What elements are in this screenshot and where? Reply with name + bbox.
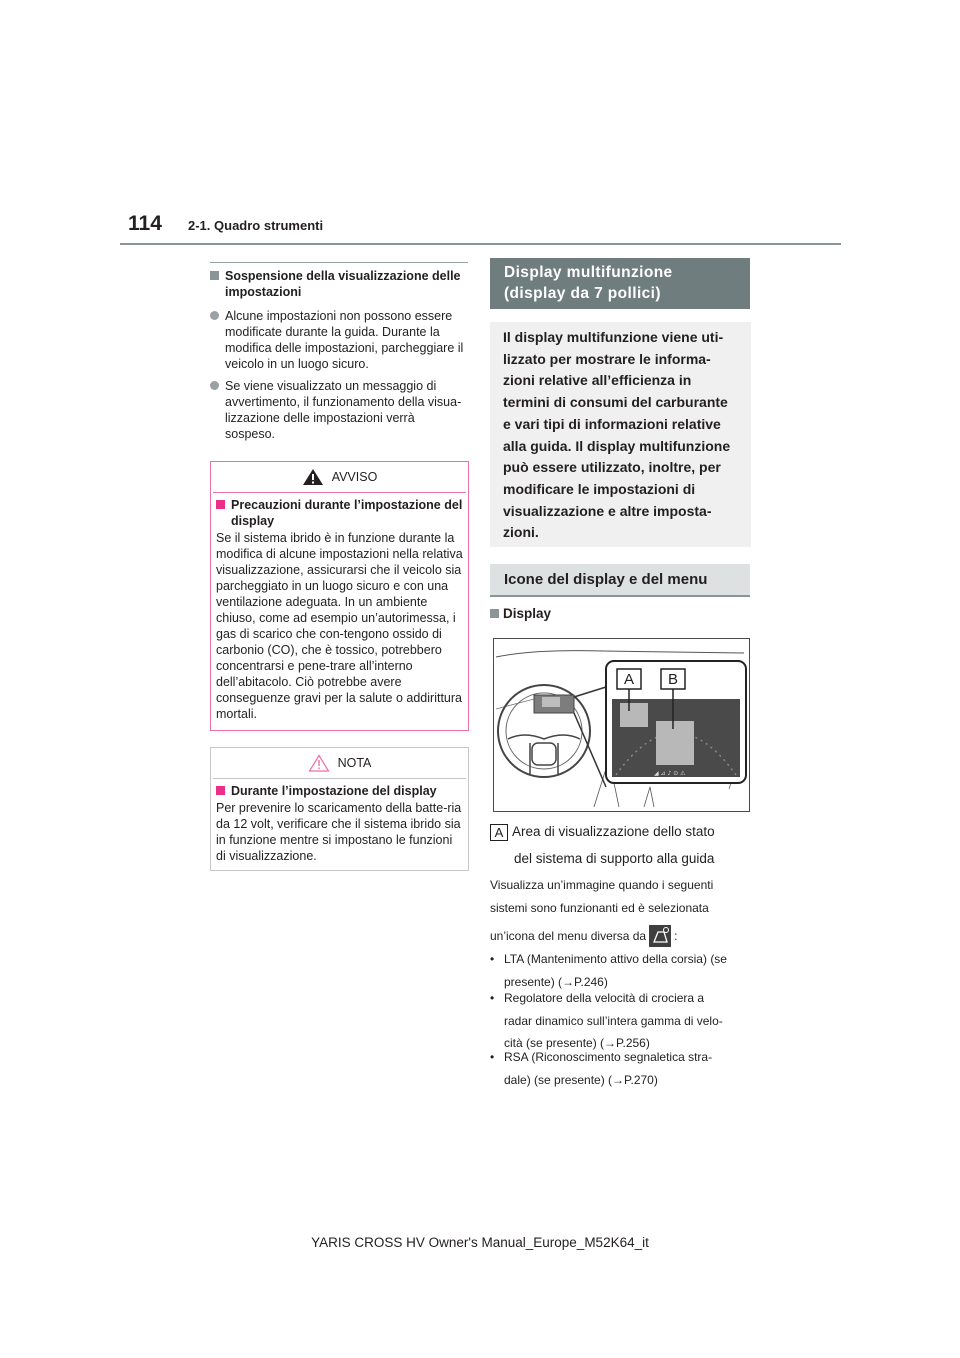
left-bullet-2: Se viene visualizzato un messaggio di avvertimento, il funzionamento della visua-lizzazione delle impostazioni verrà sospeso. [210, 378, 468, 442]
warning-text: Se il sistema ibrido è in funzione durante la modifica di alcune impostazioni nella relativa visualizzazione, assicurarsi che il veicolo sia parcheggiato in un luogo sicuro e con una ventilazione adeguata. In un ambiente chiuso, come ad esempio un’autorimessa, i gas di scarico che con-tengono ossido di carbonio (CO), che è tossico, potrebbero concentrarsi e pene-trare all’interno dell’abitacolo. Ciò potrebbe avere conseguenze gravi per la salute o addirittura mortali. [216, 531, 463, 721]
caution-triangle-icon [308, 754, 330, 772]
section-title-display: Display multifunzione (display da 7 pollici) [490, 258, 750, 309]
desc-line-1: Visualizza un’immagine quando i seguenti [490, 878, 714, 892]
svg-text:◢ ⊿ ♪ ⊙ ⚠: ◢ ⊿ ♪ ⊙ ⚠ [654, 770, 686, 777]
area-a-title: A Area di visualizzazione dello stato [490, 822, 752, 842]
dashboard-illustration [493, 638, 750, 812]
area-a-title-2: del sistema di supporto alla guida [514, 851, 715, 866]
display-subheading: Display [490, 606, 752, 621]
dashboard-drawing [494, 639, 749, 811]
list-item: • Regolatore della velocità di crociera a radar dinamico sull’intera gamma di velo- cità (se presente) (→P.256) [490, 991, 723, 1050]
circle-bullet-icon [210, 311, 219, 320]
section-title-icons: Icone del display e del menu [490, 564, 750, 597]
note-header [211, 748, 468, 778]
desc-line-2: sistemi sono funzionanti ed è selezionata [490, 901, 709, 915]
intro-box: Il display multifunzione viene uti-lizzato per mostrare le informa-zioni relative all’efficienza in termini di consumi del carburante e vari tipi di informazioni relative alla guida. Il display multifunzione può essere utilizzato, inoltre, per modificare le impostazioni di visualizzazione e altre imposta-zioni. [490, 322, 751, 547]
left-heading: Sospensione della visualizzazione delle impostazioni [210, 268, 468, 300]
warning-triangle-icon [302, 468, 324, 486]
warning-label: AVVISO [331, 470, 378, 484]
figure-label-b: B [667, 671, 679, 688]
note-text: Per prevenire lo scaricamento della batte-ria da 12 volt, verificare che il sistema ibrido sia in funzione mentre si impostano le funzioni di visualizzazione. [216, 801, 462, 863]
label-a-box: A [490, 824, 508, 841]
warning-box [210, 461, 469, 731]
square-bullet-icon [216, 786, 225, 795]
square-bullet-icon [210, 271, 219, 280]
page-number: 114 [128, 212, 162, 235]
note-label: NOTA [337, 756, 372, 770]
warning-header [211, 462, 468, 492]
note-heading: Durante l’impostazione del display [216, 783, 463, 799]
footer-text: YARIS CROSS HV Owner's Manual_Europe_M52K64_it [311, 1235, 649, 1250]
square-bullet-icon [490, 609, 499, 618]
driving-assist-menu-icon [649, 925, 671, 947]
left-top-rule [210, 262, 468, 263]
list-item: • LTA (Mantenimento attivo della corsia) (se presente) (→P.246) [490, 952, 727, 989]
left-bullet-1: Alcune impostazioni non possono essere modificate durante la guida. Durante la modifica delle impostazioni, parcheggiare il veicolo in un luogo sicuro. [210, 308, 468, 372]
note-box [210, 747, 469, 871]
warning-heading: Precauzioni durante l’impostazione del display [216, 497, 463, 529]
circle-bullet-icon [210, 381, 219, 390]
header-rule [120, 243, 841, 245]
section-title: 2-1. Quadro strumenti [188, 218, 324, 233]
desc-line-3: un’icona del menu diversa da : [490, 925, 752, 947]
figure-label-a: A [623, 671, 635, 688]
square-bullet-icon [216, 500, 225, 509]
list-item: • RSA (Riconoscimento segnaletica stra- dale) (se presente) (→P.270) [490, 1050, 713, 1087]
